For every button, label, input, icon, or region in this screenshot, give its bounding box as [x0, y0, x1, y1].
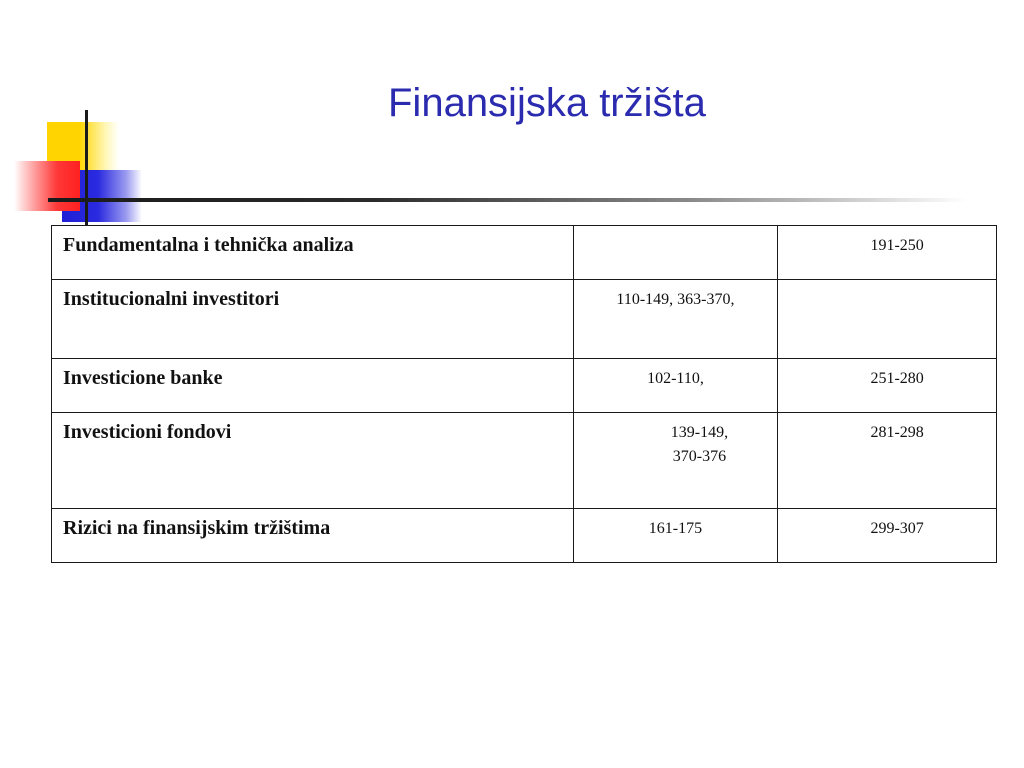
table-row	[52, 509, 997, 563]
pages-cell	[778, 413, 997, 509]
table-row	[52, 413, 997, 509]
topic-cell: Rizici na finansijskim tržištima	[52, 509, 574, 563]
table-row	[52, 359, 997, 413]
pages-cell	[573, 359, 778, 413]
table-row	[52, 226, 997, 280]
decor-red-square	[14, 161, 80, 211]
page-range: 161-175	[648, 520, 703, 537]
pages-cell	[573, 509, 778, 563]
topic-cell: Fundamentalna i tehnička analiza	[52, 226, 574, 280]
pages-cell	[573, 226, 778, 280]
pages-cell	[778, 359, 997, 413]
topic-cell: Institucionalni investitori	[52, 280, 574, 359]
page-range: 139-149,	[670, 424, 729, 441]
pages-cell	[778, 280, 997, 359]
page-range: 110-149, 363-370,	[616, 291, 735, 308]
topic-cell: Investicioni fondovi	[52, 413, 574, 509]
page-range: 299-307	[870, 520, 924, 537]
page-range: 281-298	[870, 424, 924, 441]
decor-horizontal-line	[48, 198, 968, 202]
pages-cell	[573, 280, 778, 359]
page-range: 251-280	[870, 370, 924, 387]
topic-cell: Investicione banke	[52, 359, 574, 413]
pages-cell	[778, 226, 997, 280]
page-range: 102-110,	[647, 370, 704, 387]
page-range: 370-376	[672, 448, 727, 465]
page-range: 191-250	[870, 237, 924, 254]
pages-cell	[778, 509, 997, 563]
reference-table	[51, 225, 997, 563]
decor-vertical-line	[85, 110, 88, 226]
slide-title: Finansijska tržišta	[388, 81, 706, 125]
table-row	[52, 280, 997, 359]
pages-cell	[573, 413, 778, 509]
